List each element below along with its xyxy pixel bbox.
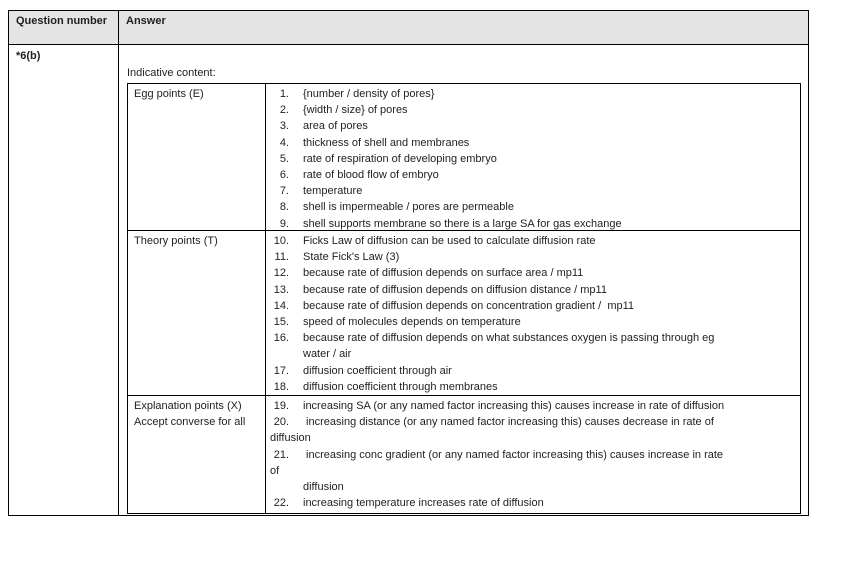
point-text: diffusion coefficient through membranes	[303, 380, 498, 393]
point-text: increasing distance (or any named factor increasing this) causes decrease in rate of	[303, 416, 714, 429]
question-number-cell: *6(b)	[9, 45, 119, 515]
point-line	[266, 414, 800, 430]
point-line	[266, 298, 800, 314]
point-text: shell supports membrane so there is a large SA for gas exchange	[303, 217, 622, 230]
point-number: 2.	[279, 104, 289, 117]
category-label-line: Accept converse for all	[134, 416, 246, 429]
point-text: because rate of diffusion depends on surface area / mp11	[303, 267, 584, 280]
point-line	[266, 314, 800, 330]
point-line	[266, 183, 800, 199]
point-number: 17.	[273, 364, 289, 377]
point-text: increasing conc gradient (or any named factor increasing this) causes increase in rate	[303, 448, 724, 461]
point-number: 7.	[279, 185, 289, 198]
point-text: diffusion	[303, 480, 344, 493]
point-line	[266, 363, 800, 379]
point-number: 20.	[273, 416, 289, 429]
point-number: 22.	[273, 497, 289, 510]
answer-cell	[119, 45, 808, 515]
point-text: because rate of diffusion depends on what substances oxygen is passing through eg	[303, 332, 715, 345]
point-text: increasing SA (or any named factor increasing this) causes increase in rate of diffusion	[303, 400, 725, 412]
points-list	[266, 84, 800, 230]
point-number: 21.	[273, 448, 289, 461]
indicative-content-table	[127, 83, 801, 514]
table-body-row	[9, 45, 808, 515]
indicative-row	[128, 84, 800, 231]
points-list	[266, 396, 800, 513]
point-text: {width / size} of pores	[303, 104, 408, 117]
point-number: 13.	[273, 283, 289, 296]
category-label-cell	[128, 396, 266, 513]
point-line	[266, 463, 800, 479]
points-list	[266, 231, 800, 395]
category-label-cell	[128, 231, 266, 395]
point-text: {number / density of pores}	[303, 88, 435, 100]
point-number: 18.	[273, 380, 289, 393]
point-line	[266, 379, 800, 395]
point-line	[266, 398, 800, 414]
point-number: 1.	[279, 88, 289, 100]
point-number: 15.	[273, 315, 289, 328]
point-line	[266, 135, 800, 151]
point-number: 19.	[273, 400, 289, 412]
point-text: shell is impermeable / pores are permeable	[303, 201, 514, 214]
point-text: water / air	[303, 348, 352, 361]
category-label-line: Theory points (T)	[134, 235, 218, 247]
point-line	[266, 118, 800, 134]
point-text: speed of molecules depends on temperature	[303, 315, 521, 328]
point-text: increasing temperature increases rate of diffusion	[303, 497, 544, 510]
header-question-number: Question number	[9, 11, 119, 44]
point-text: of	[270, 464, 280, 477]
point-line	[266, 249, 800, 265]
point-text: diffusion	[270, 432, 311, 445]
indicative-row	[128, 396, 800, 513]
point-line	[266, 346, 800, 362]
point-line	[266, 495, 800, 511]
point-text: temperature	[303, 185, 363, 198]
indicative-row	[128, 231, 800, 396]
category-label-line: Egg points (E)	[134, 88, 204, 100]
point-number: 8.	[279, 201, 289, 214]
category-label-cell	[128, 84, 266, 230]
point-line	[266, 233, 800, 249]
indicative-content-label: Indicative content:	[127, 67, 216, 79]
point-number: 5.	[279, 152, 289, 165]
point-line	[266, 447, 800, 463]
point-line	[266, 265, 800, 281]
mark-scheme-table	[8, 10, 809, 516]
point-line	[266, 102, 800, 118]
point-text: rate of respiration of developing embryo	[303, 152, 497, 165]
point-line	[266, 479, 800, 495]
point-line	[266, 282, 800, 298]
point-text: because rate of diffusion depends on concentration gradient / mp11	[303, 299, 635, 312]
point-line	[266, 86, 800, 102]
point-text: Ficks Law of diffusion can be used to calculate diffusion rate	[303, 235, 596, 247]
point-number: 9.	[279, 217, 289, 230]
header-answer: Answer	[126, 15, 166, 27]
point-line	[266, 199, 800, 215]
point-number: 14.	[273, 299, 289, 312]
table-header-row	[9, 11, 808, 45]
point-text: diffusion coefficient through air	[303, 364, 452, 377]
point-line	[266, 430, 800, 446]
point-line	[266, 216, 800, 231]
point-number: 6.	[279, 168, 289, 181]
point-number: 11.	[274, 251, 289, 264]
point-text: rate of blood flow of embryo	[303, 168, 439, 181]
point-number: 10.	[273, 235, 289, 247]
point-line	[266, 330, 800, 346]
point-text: area of pores	[303, 120, 368, 133]
point-number: 4.	[279, 136, 289, 149]
point-line	[266, 151, 800, 167]
point-line	[266, 167, 800, 183]
point-text: State Fick's Law (3)	[303, 251, 400, 264]
point-text: because rate of diffusion depends on diffusion distance / mp11	[303, 283, 607, 296]
category-label-line: Explanation points (X)	[134, 400, 242, 412]
point-number: 16.	[273, 332, 289, 345]
point-number: 12.	[273, 267, 289, 280]
point-text: thickness of shell and membranes	[303, 136, 470, 149]
point-number: 3.	[279, 120, 289, 133]
